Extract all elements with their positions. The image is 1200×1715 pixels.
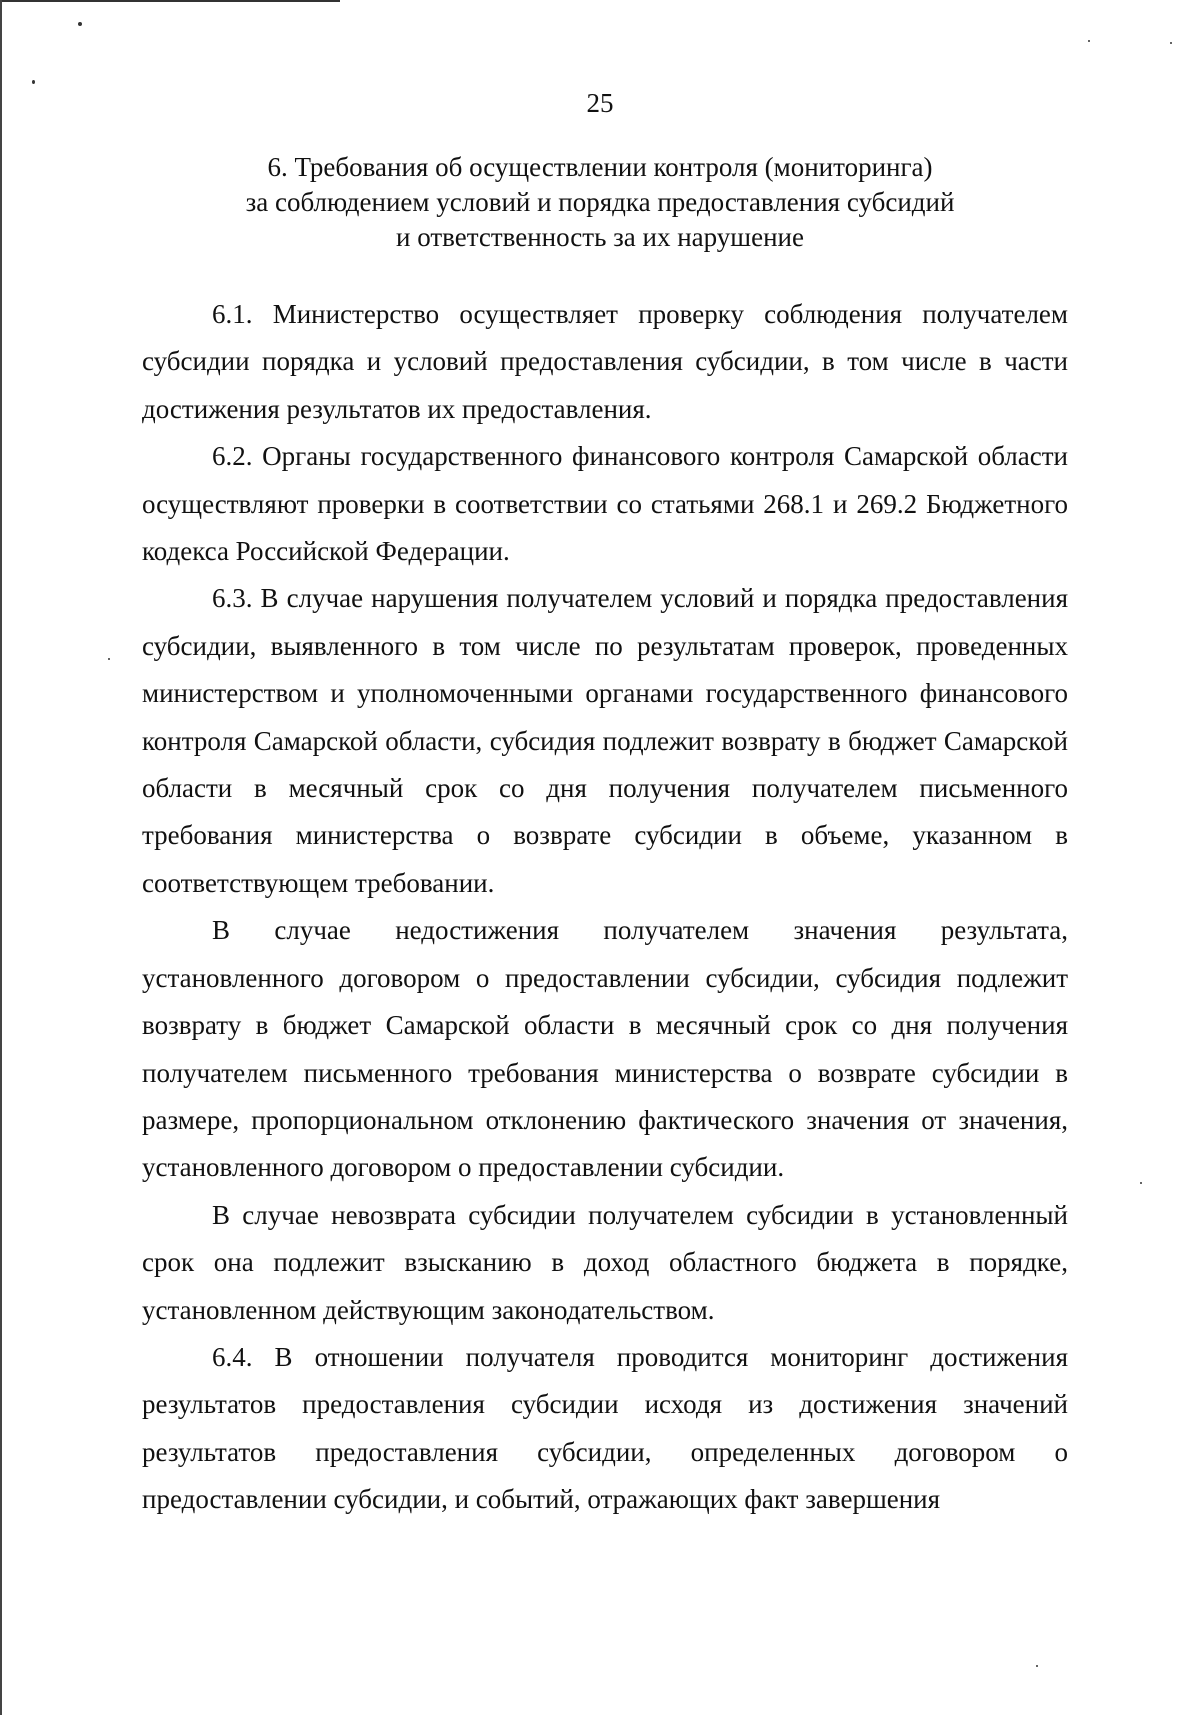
- paragraph-6-3-nonreturn: В случае невозврата субсидии получателем субсидии в установленный срок она подлежит взысканию в доход областного бюджета в порядке, установленном действующим законодательством.: [142, 1199, 1068, 1325]
- scan-edge-top: [0, 0, 340, 2]
- section-title-line: за соблюдением условий и порядка предоставления субсидий: [245, 187, 955, 217]
- paragraph-6-3-nondelivery: В случае недостижения получателем значения результата, установленного договором о предоставлении субсидии, субсидия подлежит возврату в бюджет Самарской области в месячный срок со дня получения получателем письменного требования министерства о возврате субсидии в размере, пропорциональном отклонению фактического значения от значения, установленного договором о предоставлении субсидии.: [142, 915, 1068, 1183]
- page-number: 25: [586, 88, 614, 118]
- scan-edge-left: [0, 0, 2, 1715]
- paragraph-6-1: 6.1. Министерство осуществляет проверку соблюдения получателем субсидии порядка и условий предоставления субсидии, в том числе в части достижения результатов их предоставления.: [142, 299, 1068, 424]
- section-title: [150, 150, 1050, 255]
- paragraph-6-2: 6.2. Органы государственного финансового контроля Самарской области осуществляют проверки в соответствии со статьями 268.1 и 269.2 Бюджетного кодекса Российской Федерации.: [142, 441, 1068, 567]
- paragraph-6-4: 6.4. В отношении получателя проводится мониторинг достижения результатов предоставления субсидии исходя из достижения значений результатов предоставления субсидии, определенных договором о предоставлении субсидии, и событий, отражающих факт завершения: [142, 1341, 1068, 1515]
- scan-speck: [1140, 1182, 1142, 1184]
- section-title-line: 6. Требования об осуществлении контроля (мониторинга): [267, 152, 933, 182]
- scan-speck: [1170, 42, 1172, 44]
- scan-speck: [32, 80, 35, 84]
- paragraph-6-3: 6.3. В случае нарушения получателем условий и порядка предоставления субсидии, выявленного в том числе по результатам проверок, проведенных министерством и уполномоченными органами государственного финансового контроля Самарской области, субсидия подлежит возврату в бюджет Самарской области в месячный срок со дня получения получателем письменного требования министерства о возврате субсидии в объеме, указанном в соответствующем требовании.: [142, 583, 1068, 898]
- document-body: [142, 291, 1068, 1524]
- scan-speck: [1036, 1665, 1038, 1667]
- scan-speck: [1088, 40, 1090, 42]
- scan-speck: [108, 658, 110, 660]
- scan-speck: [78, 22, 82, 26]
- section-title-line: и ответственность за их нарушение: [396, 222, 804, 252]
